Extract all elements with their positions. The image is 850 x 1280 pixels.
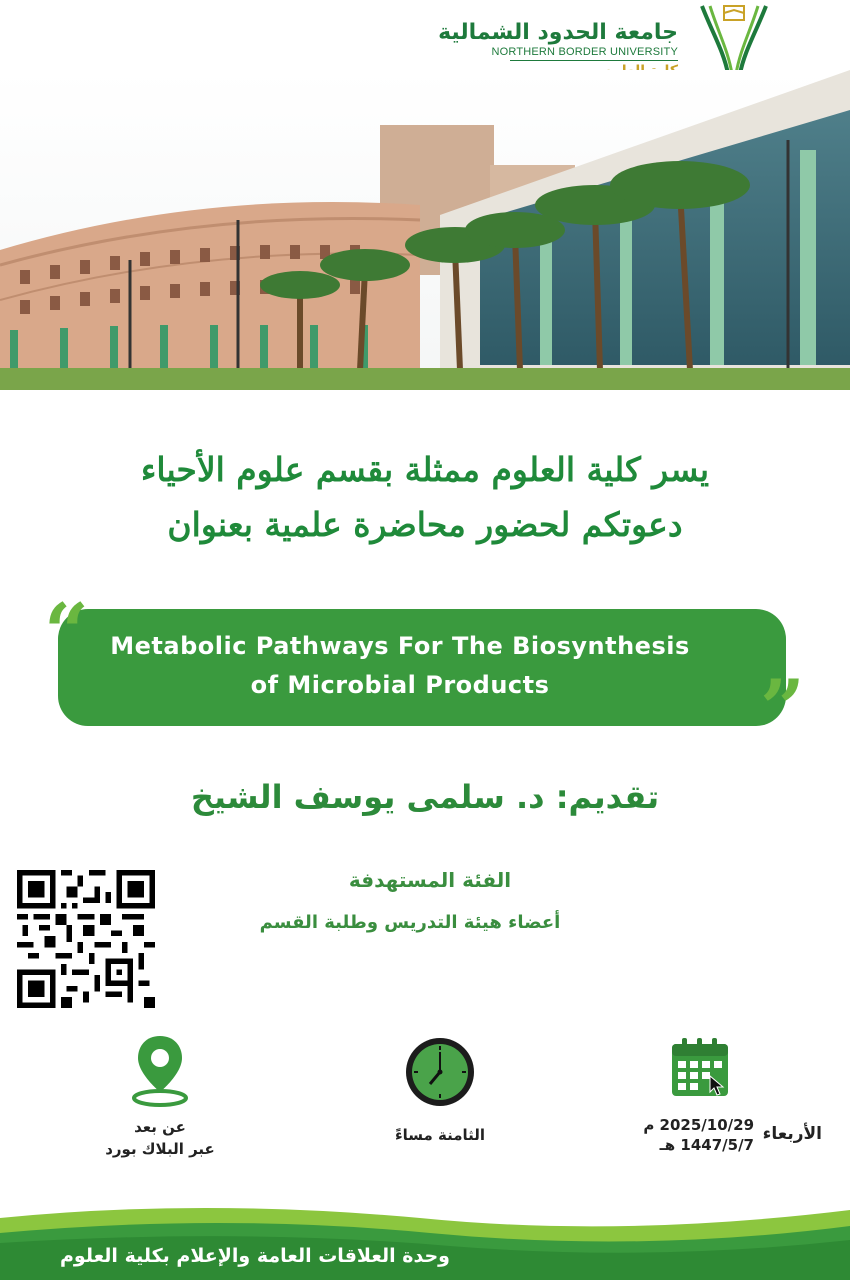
open-quote-icon: “ (44, 587, 89, 678)
lecture-title-line-1: Metabolic Pathways For The Biosynthesis (110, 632, 690, 660)
day-text: الأربعاء (762, 1124, 822, 1144)
presenter-name: تقديم: د. سلمى يوسف الشيخ (190, 778, 660, 816)
location-pin-icon (128, 1032, 192, 1108)
time-text: الثامنة مساءً (394, 1126, 486, 1144)
university-name-english: NORTHERN BORDER UNIVERSITY (491, 46, 678, 58)
lecture-title-line-2: of Microbial Products (250, 671, 550, 699)
campus-banner-image (0, 70, 850, 390)
logo-divider (510, 60, 678, 61)
target-audience-label: الفئة المستهدفة (348, 868, 512, 892)
close-quote-icon: ” (760, 663, 805, 754)
clock-icon (404, 1036, 476, 1108)
date-gregorian: 2025/10/29 م (643, 1116, 754, 1134)
location-line-1: عن بعد (134, 1118, 186, 1136)
footer-text: وحدة العلاقات العامة والإعلام بكلية العلوم (59, 1245, 450, 1267)
invitation-line-2: دعوتكم لحضور محاضرة علمية بعنوان (167, 505, 683, 544)
date-hijri: 1447/5/7 هـ (659, 1136, 754, 1154)
qr-code[interactable] (17, 870, 155, 1008)
location-text (80, 1116, 240, 1160)
calendar-icon (668, 1036, 732, 1100)
location-line-2: عبر البلاك بورد (105, 1140, 215, 1158)
university-name-arabic: جامعة الحدود الشمالية (438, 20, 678, 45)
invitation-line-1: يسر كلية العلوم ممثلة بقسم علوم الأحياء (140, 450, 710, 489)
target-audience-value: أعضاء هيئة التدريس وطلبة القسم (259, 912, 561, 933)
lecture-title (60, 627, 740, 705)
